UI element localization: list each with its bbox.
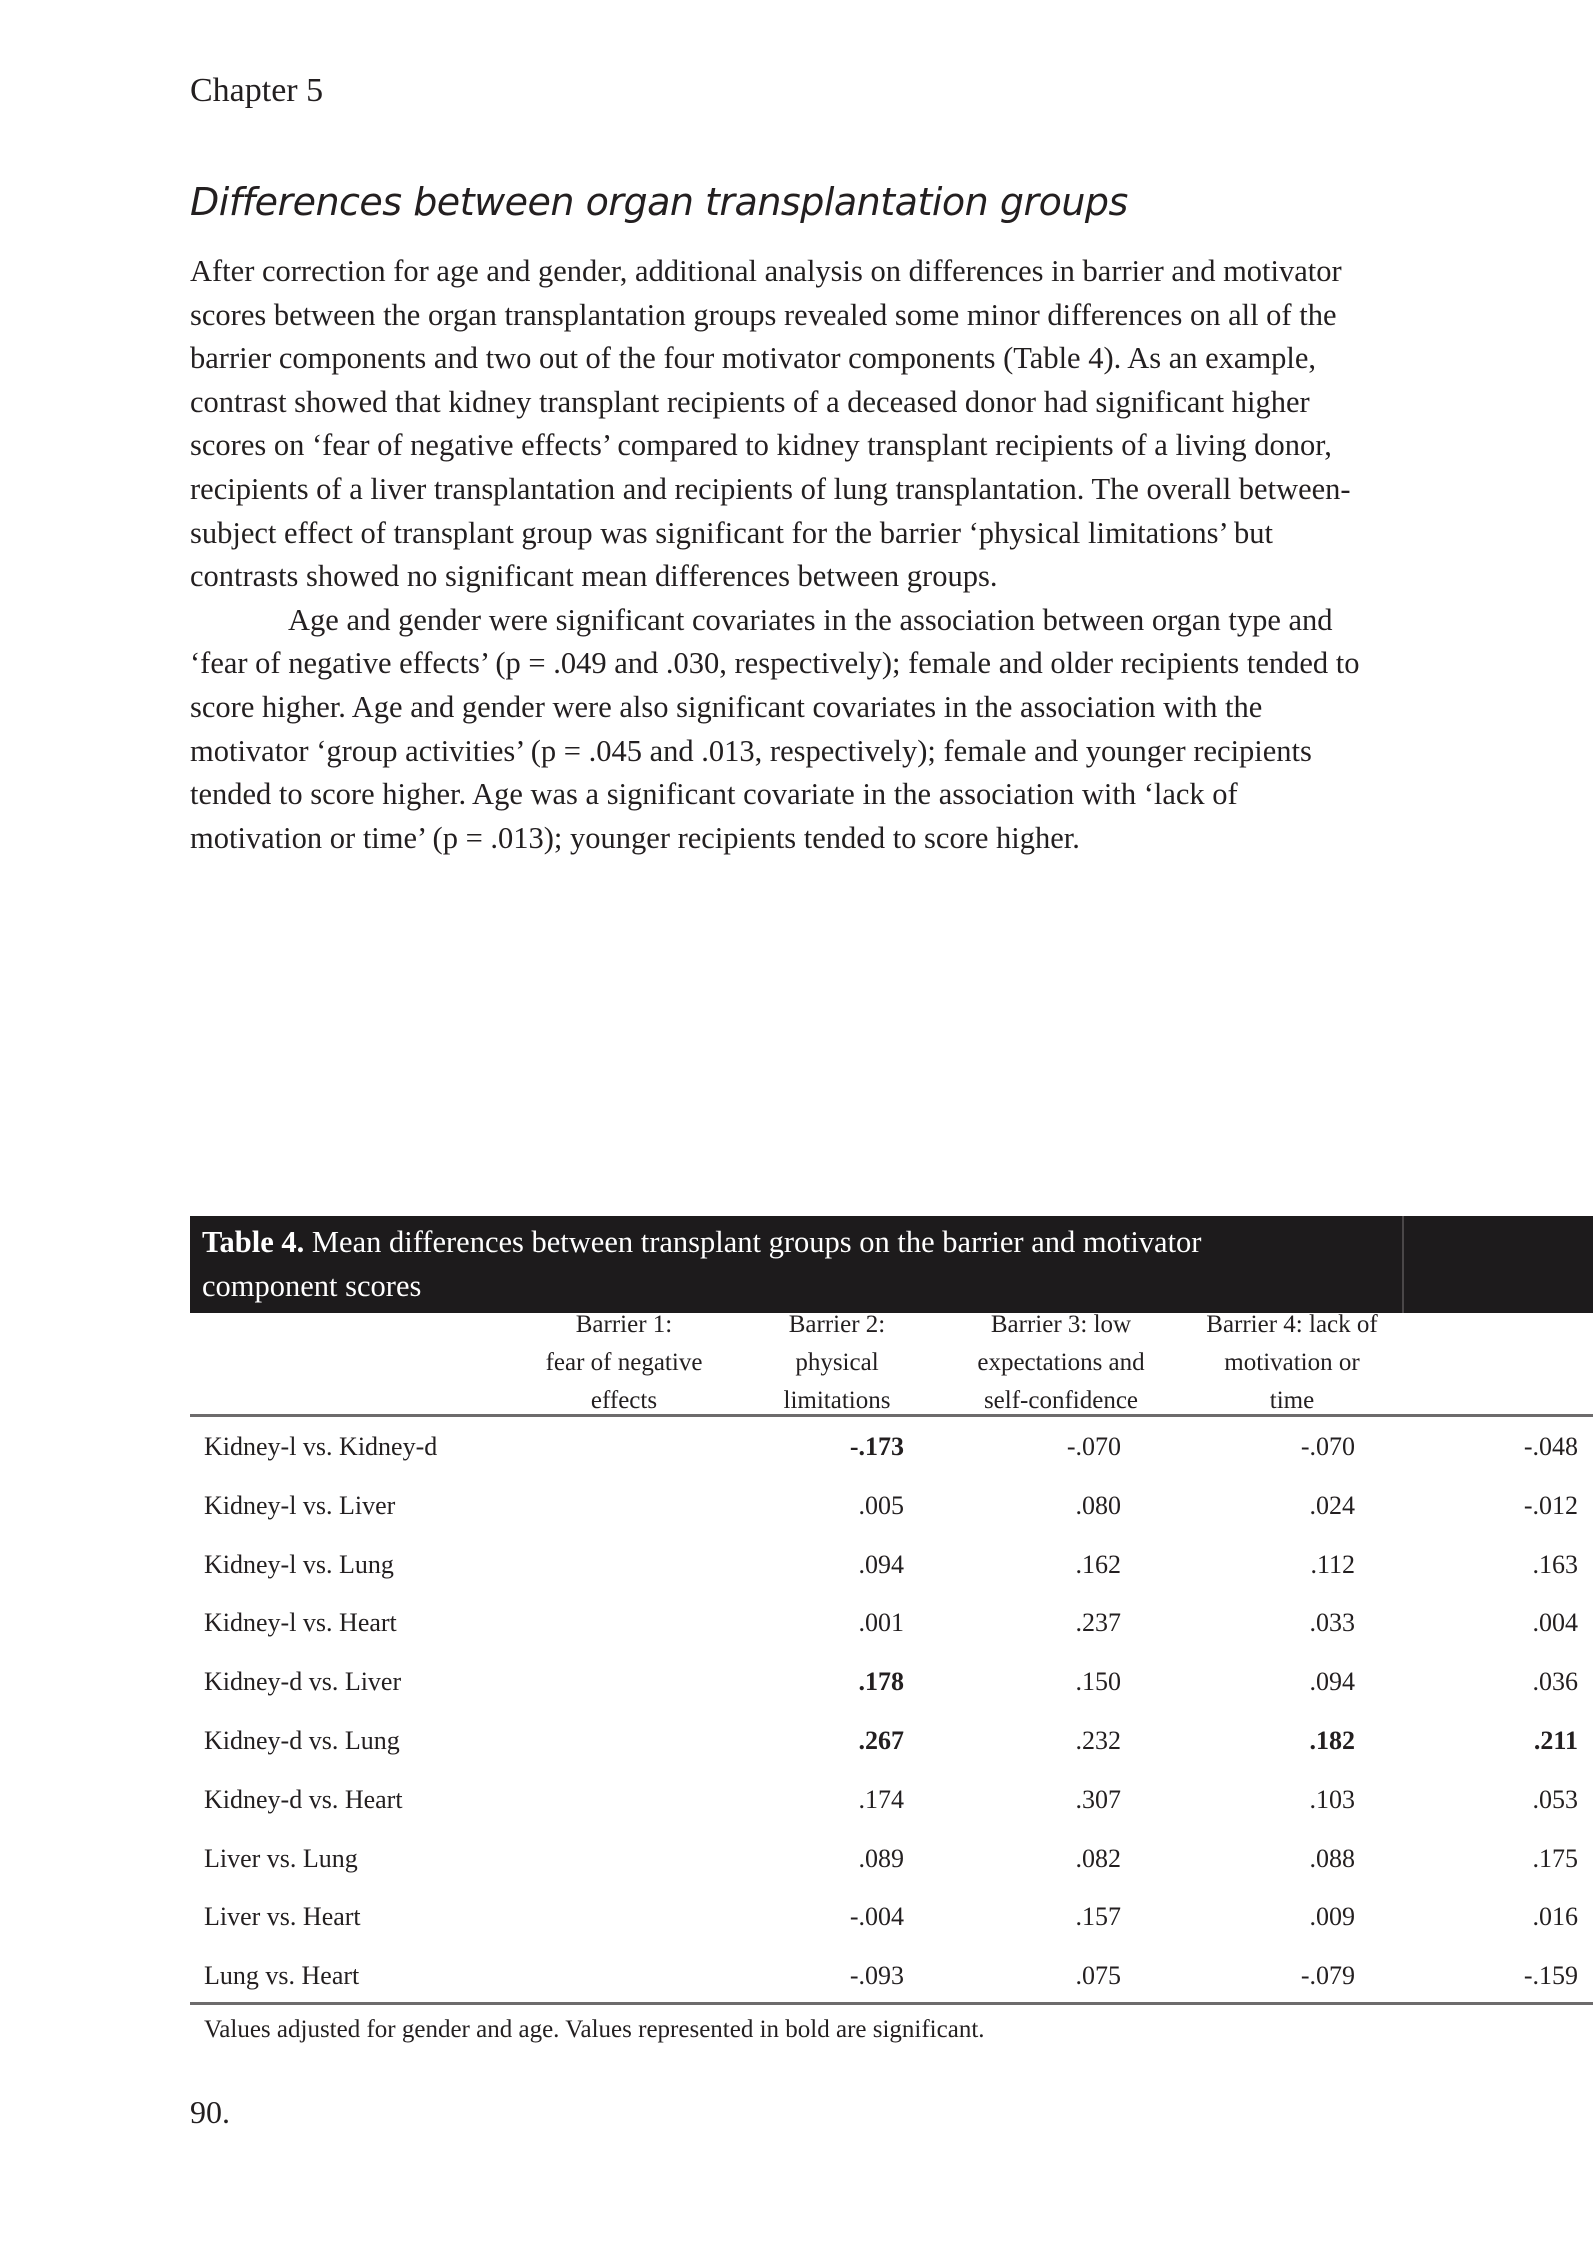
table-footnote: Values adjusted for gender and age. Values represented in bold are significant. (204, 2016, 985, 2043)
caption-divider (1402, 1216, 1404, 1313)
column-header-barrier-3 (941, 1306, 1181, 1420)
table-cell: -.173 (849, 1432, 904, 1461)
table-cell: .089 (858, 1843, 904, 1873)
table-top-rule (190, 1414, 1593, 1417)
table-cell: .307 (1075, 1784, 1121, 1814)
row-label: Kidney-l vs. Heart (204, 1608, 397, 1638)
table-row (190, 1418, 1593, 1476)
column-header-line: limitations (783, 1387, 891, 1414)
table-cell: .103 (1309, 1784, 1355, 1814)
table-cell: .112 (1310, 1549, 1355, 1579)
section-title: Differences between organ transplantation groups (190, 180, 1128, 224)
column-header-line: Barrier 4: lack of (1206, 1311, 1378, 1338)
table-row (190, 1653, 1593, 1711)
row-label: Kidney-l vs. Lung (204, 1549, 394, 1579)
table-cell: .036 (1532, 1667, 1578, 1697)
table-cell: .094 (858, 1549, 904, 1579)
table-cell: -.070 (1066, 1432, 1121, 1461)
table-row (190, 1712, 1593, 1770)
column-header-line: effects (590, 1387, 658, 1414)
table-cell: .016 (1532, 1902, 1578, 1932)
table-cell: .082 (1075, 1843, 1121, 1873)
row-label: Kidney-d vs. Liver (204, 1667, 402, 1697)
table-cell: .001 (858, 1608, 904, 1638)
column-header-line: fear of negative (545, 1349, 703, 1376)
chapter-header: Chapter 5 (190, 72, 324, 109)
table-cell: .162 (1075, 1549, 1121, 1579)
table-cell: -.012 (1523, 1490, 1578, 1520)
table-cell: .024 (1309, 1490, 1355, 1520)
table-cell: .075 (1075, 1961, 1121, 1991)
row-label: Liver vs. Heart (204, 1902, 361, 1932)
table-row (190, 1536, 1593, 1594)
column-header-barrier-1 (504, 1306, 744, 1420)
table-cell: .033 (1309, 1608, 1355, 1638)
column-header-line: expectations and (977, 1349, 1145, 1376)
table-cell: -.004 (849, 1902, 904, 1932)
table-row (190, 1771, 1593, 1829)
table-caption-label: Table 4. (202, 1225, 305, 1259)
page-number: 90. (190, 2094, 230, 2130)
table-cell: .174 (858, 1784, 904, 1814)
table-cell: .237 (1075, 1608, 1121, 1638)
table-cell: -.093 (849, 1961, 904, 1991)
table-cell: .163 (1532, 1549, 1578, 1579)
table-caption-bar (190, 1216, 1593, 1313)
table-cell: -.070 (1300, 1432, 1355, 1461)
table-cell: .009 (1309, 1902, 1355, 1932)
column-header-barrier-2 (717, 1306, 957, 1420)
table-cell: .150 (1075, 1667, 1121, 1697)
table-cell: -.159 (1523, 1961, 1578, 1991)
row-label: Kidney-d vs. Heart (204, 1784, 403, 1814)
paragraph-2: Age and gender were significant covariates in the association between organ type and ‘fear of negative effects’ (p = .049 and .030, respectively); female and older recipients tended to score higher. Age and gender were also significant covariates in the association with the motivator ‘group activities’ (p = .045 and .013, respectively); female and younger recipients tended to score higher. Age was a significant covariate in the association with ‘lack of motivation or time’ (p = .013); younger recipients tended to score higher. (190, 602, 1360, 855)
column-header-line: time (1269, 1387, 1315, 1414)
column-header-line: Barrier 3: low (990, 1311, 1132, 1338)
table-cell: .080 (1075, 1490, 1121, 1520)
table-row (190, 1594, 1593, 1652)
table-cell: .178 (858, 1667, 904, 1697)
row-label: Lung vs. Heart (204, 1961, 360, 1991)
row-label: Kidney-l vs. Liver (204, 1490, 396, 1520)
column-header-line: Barrier 2: (788, 1311, 886, 1338)
table-row (190, 1477, 1593, 1535)
paragraph-1: After correction for age and gender, additional analysis on differences in barrier and motivator scores between the organ transplantation groups revealed some minor differences on all of the barrier components and two out of the four motivator components (Table 4). As an example, contrast showed that kidney transplant recipients of a deceased donor had significant higher scores on ‘fear of negative effects’ compared to kidney transplant recipients of a living donor, recipients of a liver transplantation and recipients of lung transplantation. The overall between-subject effect of transplant group was significant for the barrier ‘physical limitations’ but contrasts showed no significant mean differences between groups. (190, 254, 1351, 594)
table-row (190, 1830, 1593, 1888)
row-label: Liver vs. Lung (204, 1843, 358, 1873)
table-cell: .211 (1533, 1726, 1578, 1755)
table-caption-text: Mean differences between transplant groups on the barrier and motivator component scores (202, 1225, 1202, 1303)
table-cell: .175 (1532, 1843, 1578, 1873)
table-caption (202, 1220, 1202, 1308)
table-cell: .088 (1309, 1843, 1355, 1873)
row-label: Kidney-d vs. Lung (204, 1726, 400, 1755)
table-cell: -.079 (1300, 1961, 1355, 1991)
column-header-line: physical (795, 1349, 879, 1376)
body-text (190, 250, 1370, 860)
table-cell: .232 (1075, 1726, 1121, 1755)
table-cell: .157 (1075, 1902, 1121, 1932)
row-label: Kidney-l vs. Kidney-d (204, 1432, 438, 1461)
table-row (190, 1947, 1593, 2005)
table-cell: -.048 (1523, 1432, 1578, 1461)
table-bottom-rule (190, 2002, 1593, 2005)
table-row (190, 1888, 1593, 1946)
column-header-line: motivation or (1224, 1349, 1360, 1376)
table-cell: .005 (858, 1490, 904, 1520)
table-cell: .053 (1532, 1784, 1578, 1814)
table-cell: .182 (1309, 1726, 1355, 1755)
column-header-line: Barrier 1: (575, 1311, 673, 1338)
column-header-line: self-confidence (983, 1387, 1139, 1414)
table-cell: .094 (1309, 1667, 1355, 1697)
table-cell: .004 (1532, 1608, 1578, 1638)
table-cell: .267 (858, 1726, 904, 1755)
column-header-barrier-4 (1172, 1306, 1412, 1420)
